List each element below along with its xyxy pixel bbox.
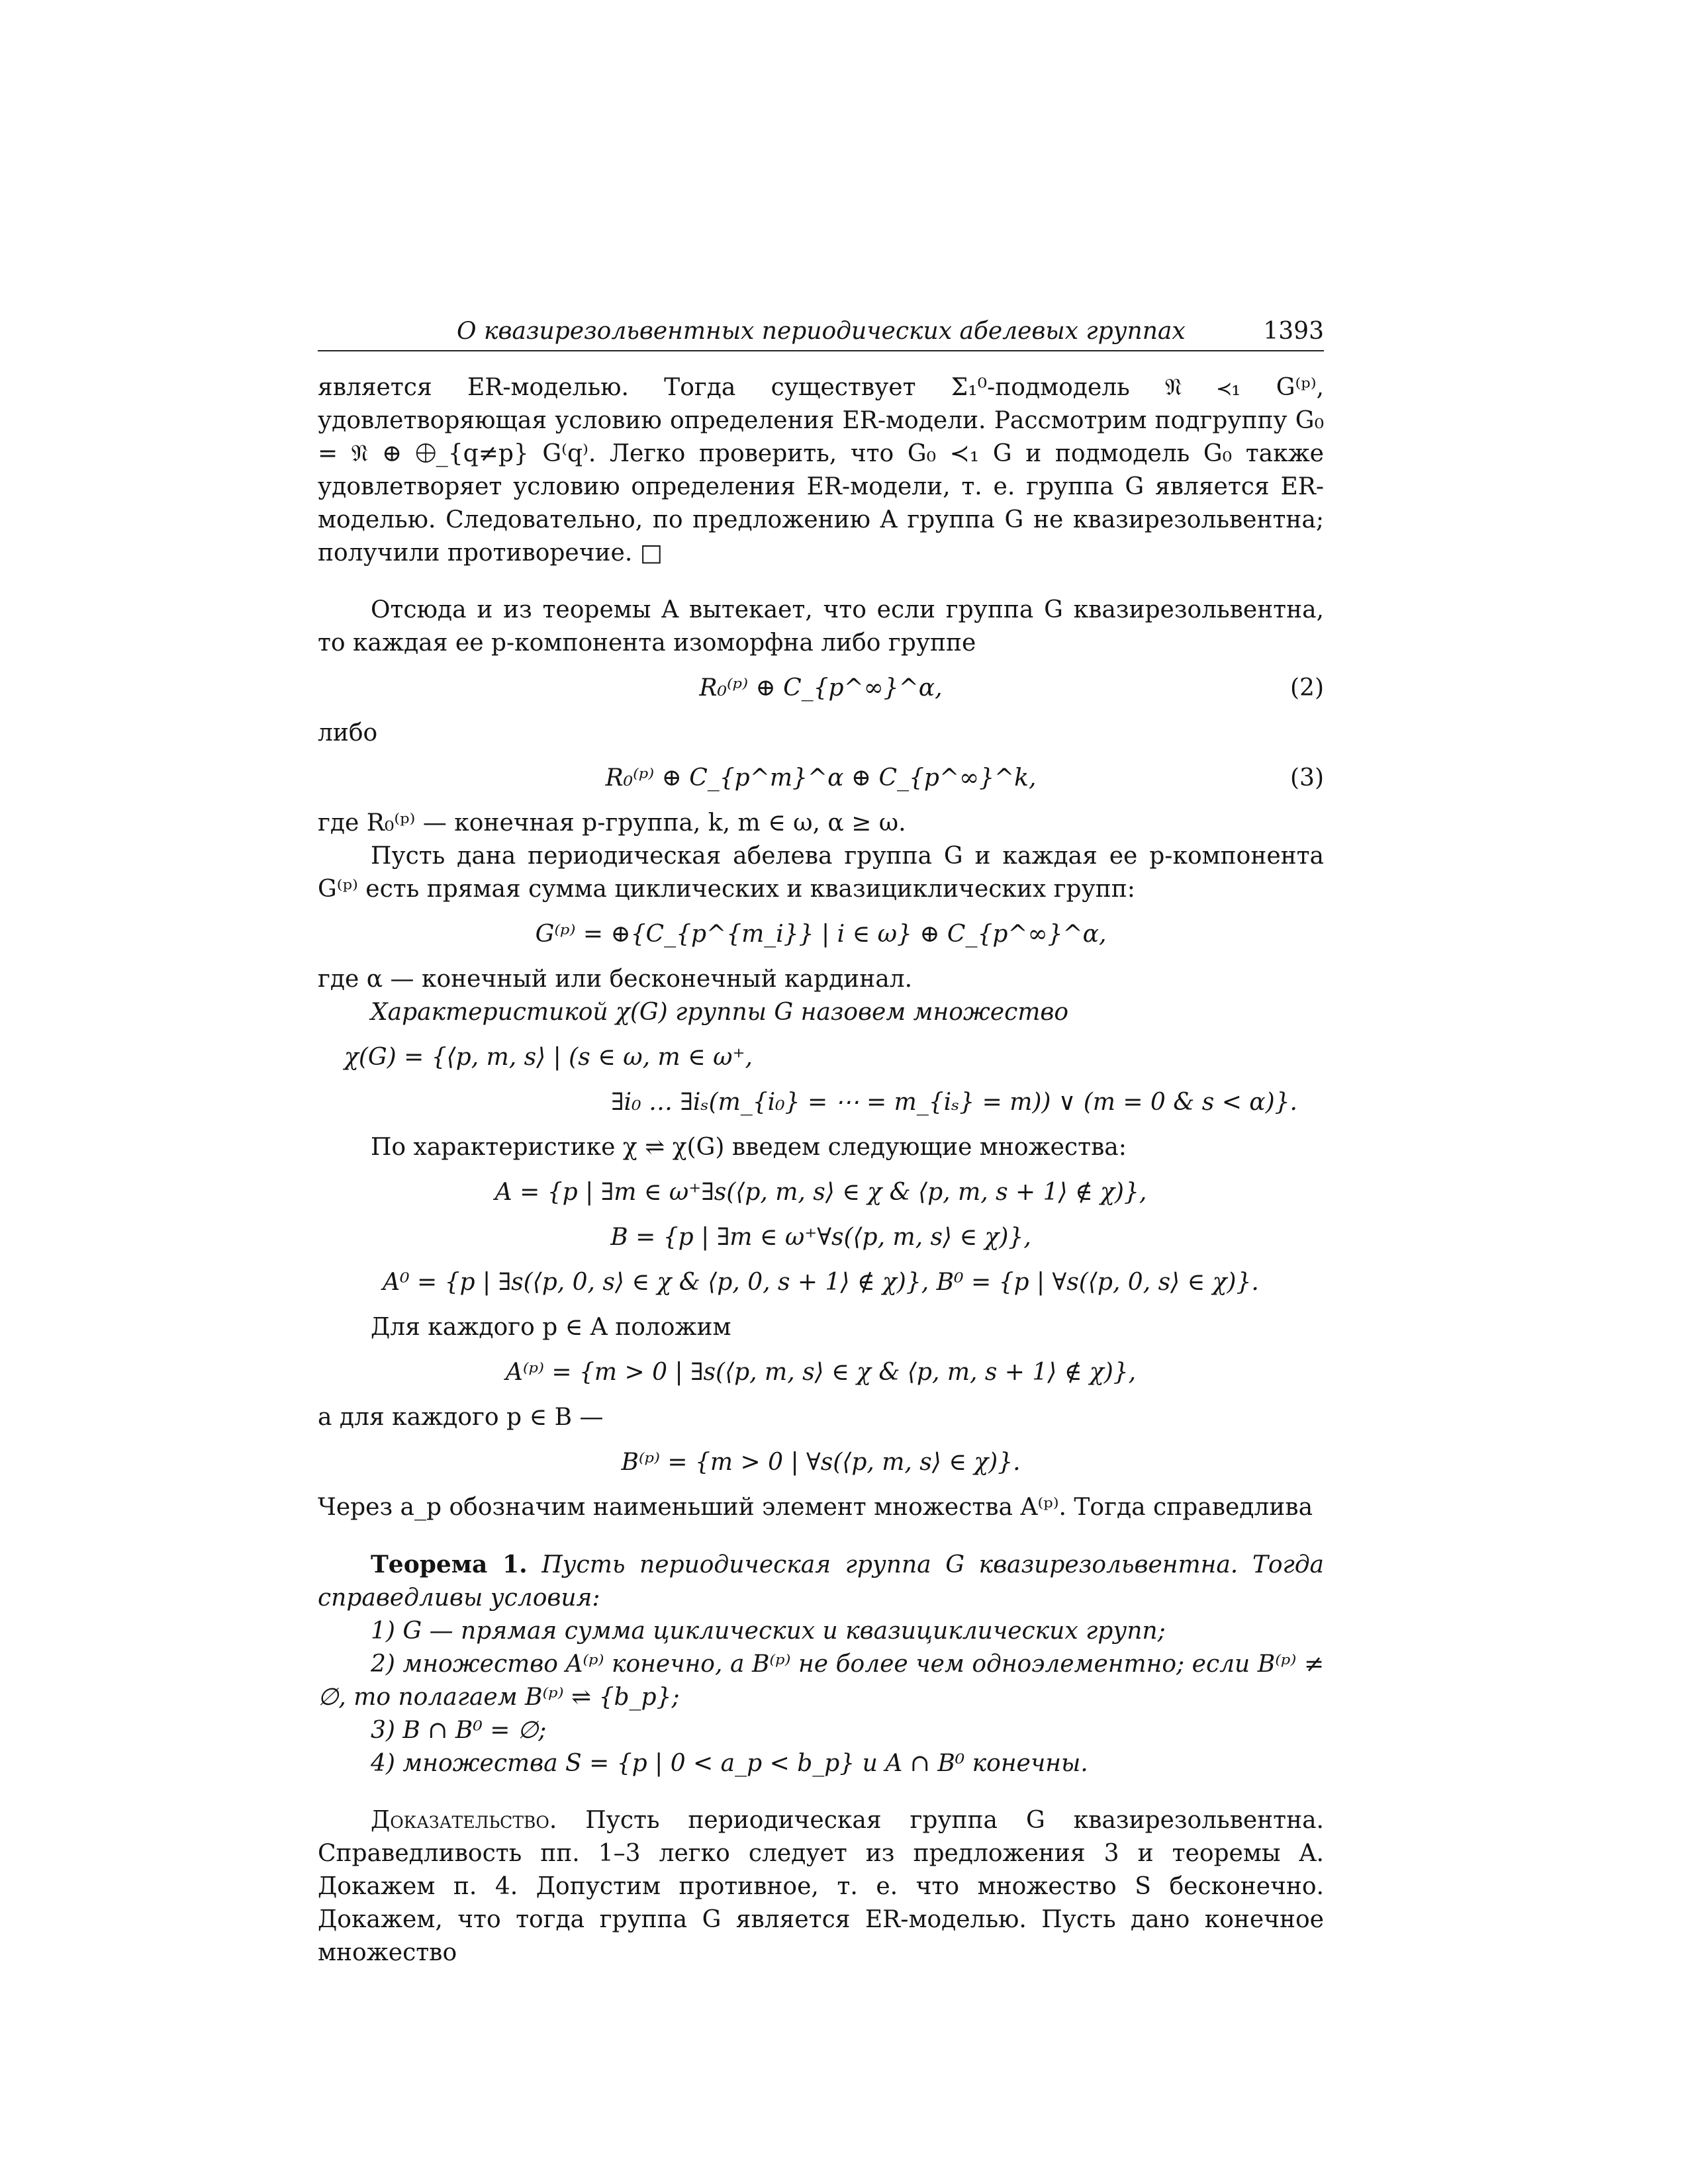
equation-Bp [318, 1446, 1324, 1479]
equation-3 [318, 762, 1324, 795]
theorem-condition-2: 2) множество A⁽ᵖ⁾ конечно, а B⁽ᵖ⁾ не более чем одноэлементно; если B⁽ᵖ⁾ ≠ ∅, то полагаем B⁽ᵖ⁾ ⇌ {b_p}; [318, 1651, 1324, 1711]
paragraph-2: Отсюда и из теоремы A вытекает, что если группа G квазирезольвентна, то каждая ее p-компонента изоморфна либо группе [318, 596, 1324, 657]
paragraph-4: Пусть дана периодическая абелева группа G и каждая ее p-компонента G⁽ᵖ⁾ есть прямая сумма циклических и квазициклических групп: [318, 842, 1324, 903]
equation-A0-body: A⁰ = {p | ∃s(⟨p, 0, s⟩ ∈ χ & ⟨p, 0, s + 1⟩ ∉ χ)}, B⁰ = {p | ∀s(⟨p, 0, s⟩ ∈ χ)}. [383, 1269, 1259, 1296]
equation-5-line-2 [318, 1086, 1324, 1119]
paragraph-9: а для каждого p ∈ B — [318, 1404, 604, 1431]
paragraph-8: Для каждого p ∈ A положим [371, 1314, 731, 1341]
paragraph-libo: либо [318, 719, 378, 747]
theorem-1 [318, 1548, 1324, 1615]
paragraph-5: где α — конечный или бесконечный кардинал. [318, 966, 913, 993]
running-header [318, 318, 1324, 351]
proof-text: Пусть периодическая группа G квазирезольвентна. Справедливость пп. 1–3 легко следует из предложения 3 и теоремы A. Докажем п. 4. Допустим противное, т. е. что множество S бесконечно. Докажем, что тогда группа G является ER-моделью. Пусть дано конечное множество [318, 1807, 1324, 1966]
equation-4 [318, 918, 1324, 951]
equation-B-body: B = {p | ∃m ∈ ω⁺∀s(⟨p, m, s⟩ ∈ χ)}, [610, 1224, 1031, 1251]
theorem-condition-1: 1) G — прямая сумма циклических и квазициклических групп; [371, 1617, 1166, 1645]
page-number: 1393 [1263, 318, 1324, 345]
paragraph-10: Через a_p обозначим наименьший элемент множества A⁽ᵖ⁾. Тогда справедлива [318, 1494, 1313, 1521]
proof [318, 1804, 1324, 1970]
theorem-label: Теорема 1. [371, 1551, 528, 1578]
equation-A-body: A = {p | ∃m ∈ ω⁺∃s(⟨p, m, s⟩ ∈ χ & ⟨p, m, s + 1⟩ ∉ χ)}, [494, 1179, 1147, 1206]
paragraph-6: Характеристикой χ(G) группы G назовем множество [371, 999, 1069, 1026]
equation-4-body: G⁽ᵖ⁾ = ⊕{C_{p^{m_i}} | i ∈ ω} ⊕ C_{p^∞}^α, [535, 921, 1107, 948]
proof-label: Доказательство. [371, 1807, 557, 1834]
equation-3-body: R₀⁽ᵖ⁾ ⊕ C_{p^m}^α ⊕ C_{p^∞}^k, [605, 764, 1037, 792]
paragraph-1: является ER-моделью. Тогда существует Σ₁⁰-подмодель 𝔑 ≺₁ G⁽ᵖ⁾, удовлетворяющая условию определения ER-модели. Рассмотрим подгруппу G₀ = 𝔑 ⊕ ⨁_{q≠p} G⁽q⁾. Легко проверить, что G₀ ≺₁ G и подмодель G₀ также удовлетворяет условию определения ER-модели, т. е. группа G является ER-моделью. Следовательно, по предложению A группа G не квазирезольвентна; получили противоречие. □ [318, 374, 1324, 567]
equation-Ap-body: A⁽ᵖ⁾ = {m > 0 | ∃s(⟨p, m, s⟩ ∈ χ & ⟨p, m, s + 1⟩ ∉ χ)}, [505, 1359, 1137, 1386]
equation-2-number: (2) [1290, 674, 1324, 702]
equation-5-line-1 [318, 1041, 1324, 1074]
equation-A [318, 1176, 1324, 1209]
equation-Ap [318, 1356, 1324, 1389]
page-content [318, 318, 1324, 1970]
equation-5a-body: χ(G) = {⟨p, m, s⟩ | (s ∈ ω, m ∈ ω⁺, [344, 1044, 753, 1071]
equation-3-number: (3) [1290, 764, 1324, 792]
equation-5b-body: ∃i₀ … ∃iₛ(m_{i₀} = ⋯ = m_{iₛ} = m)) ∨ (m = 0 & s < α)}. [611, 1089, 1297, 1116]
theorem-text: Пусть периодическая группа G квазирезольвентна. Тогда справедливы условия: [318, 1551, 1324, 1612]
equation-B [318, 1221, 1324, 1254]
equation-Bp-body: B⁽ᵖ⁾ = {m > 0 | ∀s(⟨p, m, s⟩ ∈ χ)}. [621, 1449, 1021, 1476]
equation-2-body: R₀⁽ᵖ⁾ ⊕ C_{p^∞}^α, [699, 674, 943, 702]
theorem-condition-4: 4) множества S = {p | 0 < a_p < b_p} и A ∩ B⁰ конечны. [371, 1750, 1088, 1777]
paragraph-7: По характеристике χ ⇌ χ(G) введем следующие множества: [371, 1134, 1127, 1161]
equation-A0-B0 [318, 1266, 1324, 1299]
theorem-condition-3: 3) B ∩ B⁰ = ∅; [371, 1717, 547, 1744]
paragraph-3: где R₀⁽ᵖ⁾ — конечная p-группа, k, m ∈ ω, α ≥ ω. [318, 809, 906, 837]
equation-2 [318, 672, 1324, 705]
running-title: О квазирезольвентных периодических абелевых группах [457, 318, 1186, 345]
